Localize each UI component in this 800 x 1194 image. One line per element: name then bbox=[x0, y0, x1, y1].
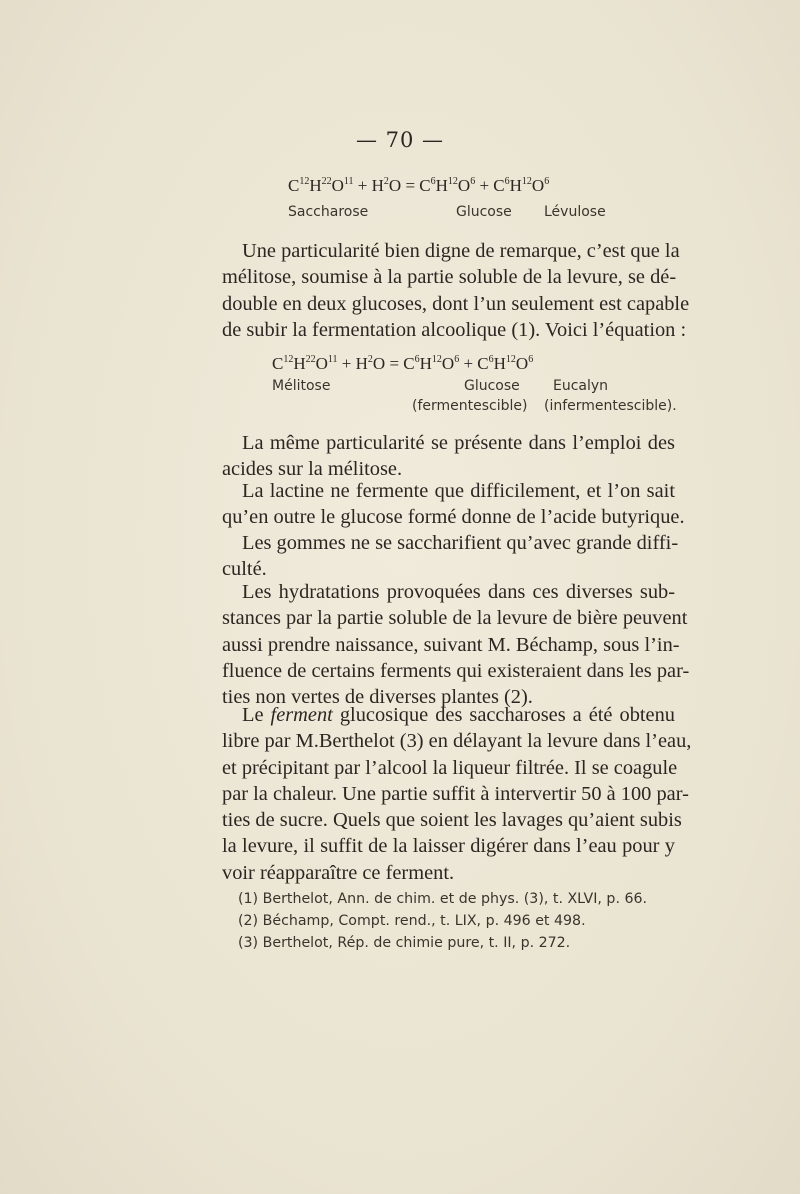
label-saccharose: Saccharose bbox=[288, 204, 369, 220]
footnote-2: (2) Béchamp, Compt. rend., t. LIX, p. 496 et 498. bbox=[238, 913, 586, 929]
paragraph-lactine: La lactine ne fermente que difficilement, et l’on sait qu’en outre le glucose formé donne de l’acide butyrique. bbox=[222, 480, 685, 529]
paragraph-gommes: Les gommes ne se saccharifient qu’avec grande diffi- culté. bbox=[222, 532, 679, 581]
page-number: — 70 — bbox=[355, 128, 445, 152]
paragraph-hydratations: Les hydratations provoquées dans ces diverses sub- stances par la partie soluble de la levure de bière peuvent aussi prendre naissance, suivant M. Béchamp, sous l’in- fluence de certains ferments qui existeraient dans les par- ties non vertes de diverses plantes (2). bbox=[222, 581, 690, 709]
paragraph-acides: La même particularité se présente dans l’emploi des acides sur la mélitose. bbox=[222, 432, 675, 481]
footnotes bbox=[238, 888, 647, 954]
label-levulose: Lévulose bbox=[544, 204, 606, 220]
paragraph-ferment: Le ferment glucosique des saccharoses a été obtenu libre par M.Berthelot (3) en délayant la levure dans l’eau, et précipitant par l’alcool la liqueur filtrée. Il se coagule par la chaleur. Une partie suffit à intervertir 50 à 100 par- ties de sucre. Quels que soient les lavages qu’aient subis la levure, il suffit de la laisser digérer dans l’eau pour y voir réapparaître ce ferment. bbox=[222, 704, 692, 884]
label-glucose-2: Glucose bbox=[464, 378, 520, 394]
label-fermentescible: (fermentescible) bbox=[412, 398, 528, 414]
label-eucalyn: Eucalyn bbox=[553, 378, 609, 394]
equation-melitose: $C^{12}H^{22}O^{11} + H^2O = C^6H^{12}O^6 + C^6H^{12}O^6$ bbox=[272, 354, 534, 373]
footnote-1: (1) Berthelot, Ann. de chim. et de phys. (3), t. XLVI, p. 66. bbox=[238, 891, 648, 907]
label-infermentescible: (infermentescible). bbox=[544, 398, 677, 414]
equation-saccharose: $C^{12}H^{22}O^{11} + H^2O = C^6H^{12}O^6 + C^6H^{12}O^6$ bbox=[288, 176, 550, 195]
label-glucose: Glucose bbox=[456, 204, 512, 220]
footnote-3: (3) Berthelot, Rép. de chimie pure, t. II, p. 272. bbox=[238, 935, 571, 951]
paragraph-melitose: Une particularité bien digne de remarque, c’est que la mélitose, soumise à la partie soluble de la levure, se dé- double en deux glucoses, dont l’un seulement est capable de subir la fermentation alcoolique (1). Voici l’équation : bbox=[222, 240, 690, 341]
label-melitose: Mélitose bbox=[272, 378, 331, 394]
